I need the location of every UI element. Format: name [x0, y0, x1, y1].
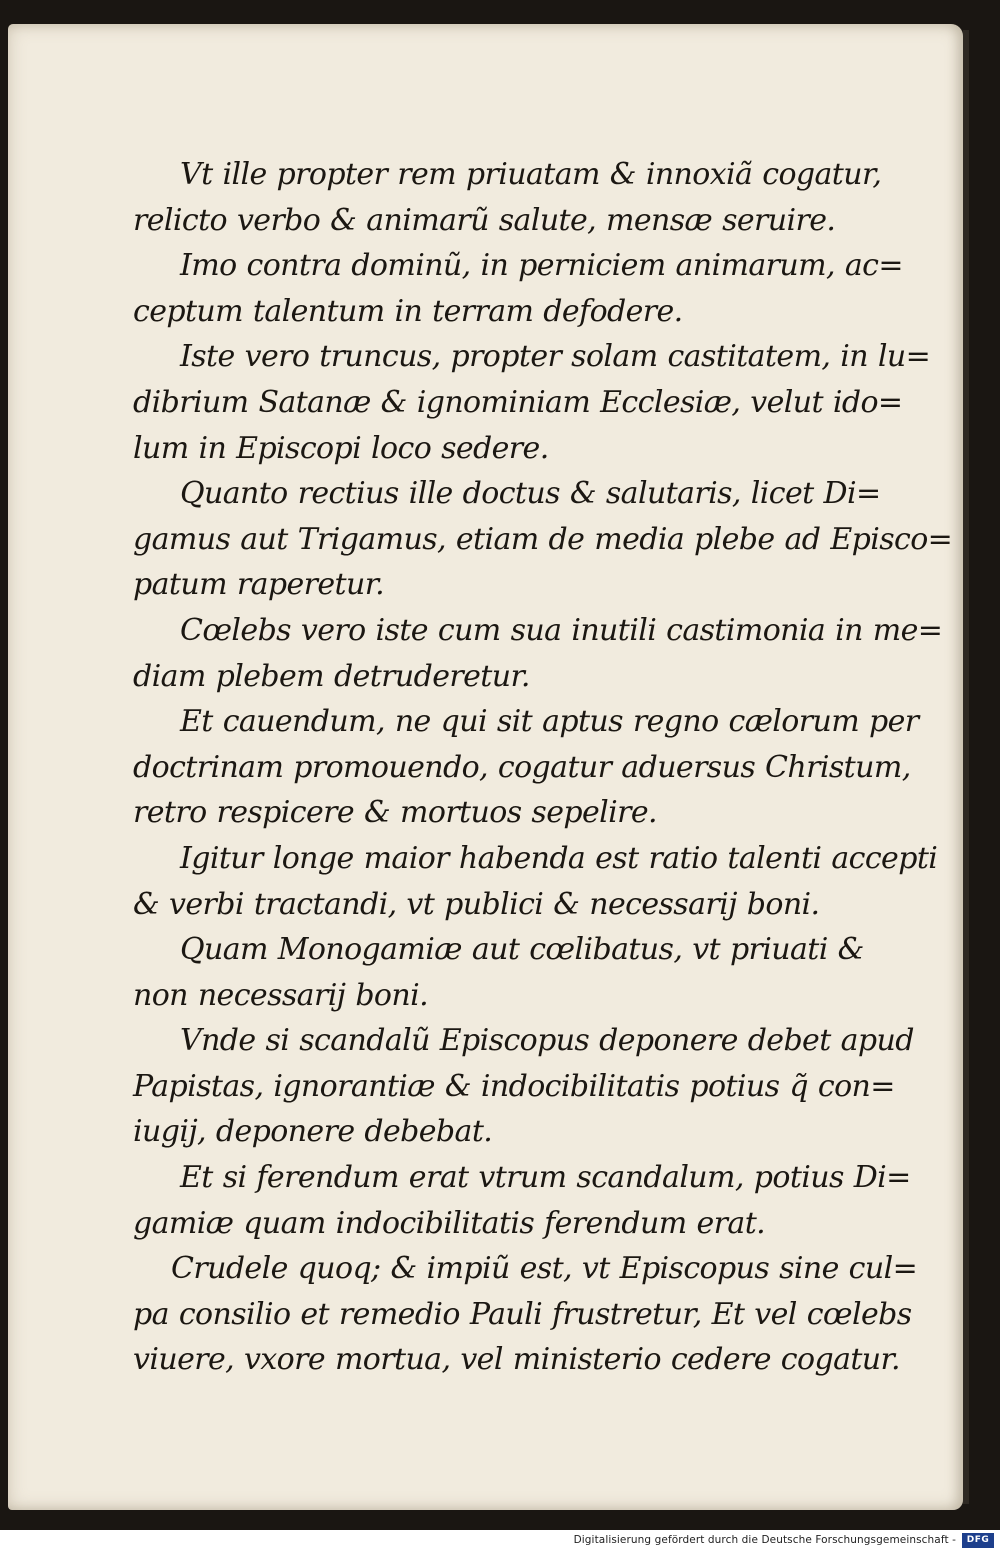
text-line-5: Iste vero truncus, propter solam castitatem, in lu=	[180, 339, 931, 375]
text-line-2: relicto verbo & animarũ salute, mensæ seruire.	[133, 202, 836, 238]
text-line-8: Quanto rectius ille doctus & salutaris, licet Di=	[180, 476, 881, 512]
text-line-14: doctrinam promouendo, cogatur aduersus Christum,	[133, 749, 911, 785]
text-line-25: Crudele quoq; & impiũ est, vt Episcopus sine cul=	[171, 1251, 918, 1287]
funding-credit: Digitalisierung gefördert durch die Deutsche Forschungsgemeinschaft -	[573, 1534, 956, 1546]
text-line-16: Igitur longe maior habenda est ratio talenti accepti	[180, 840, 938, 876]
text-line-3: Imo contra dominũ, in perniciem animarum, ac=	[180, 248, 903, 284]
page-text	[133, 152, 953, 1383]
page-edge	[963, 30, 969, 1504]
text-line-7: lum in Episcopi loco sedere.	[133, 430, 549, 466]
text-line-23: Et si ferendum erat vtrum scandalum, potius Di=	[180, 1160, 911, 1196]
text-line-12: diam plebem detruderetur.	[133, 658, 530, 694]
text-line-24: gamiæ quam indocibilitatis ferendum erat.	[133, 1205, 766, 1241]
text-line-4: ceptum talentum in terram defodere.	[133, 293, 683, 329]
text-line-20: Vnde si scandalũ Episcopus deponere debet apud	[180, 1023, 914, 1059]
text-line-15: retro respicere & mortuos sepelire.	[133, 795, 657, 831]
text-line-1: Vt ille propter rem priuatam & innoxiã cogatur,	[180, 157, 882, 192]
text-line-9: gamus aut Trigamus, etiam de media plebe ad Episco=	[133, 521, 953, 557]
text-line-26: pa consilio et remedio Pauli frustretur, Et vel cœlebs	[133, 1296, 912, 1332]
text-line-22: iugij, deponere debebat.	[133, 1114, 493, 1150]
footer-bar	[0, 1530, 1000, 1552]
text-line-21: Papistas, ignorantiæ & indocibilitatis potius q̃ con=	[133, 1068, 895, 1104]
book-page	[8, 24, 963, 1510]
text-line-13: Et cauendum, ne qui sit aptus regno cælorum per	[180, 704, 919, 740]
text-line-11: Cœlebs vero iste cum sua inutili castimonia in me=	[180, 612, 943, 648]
text-line-6: dibrium Satanæ & ignominiam Ecclesiæ, velut ido=	[133, 384, 903, 420]
text-line-10: patum raperetur.	[133, 567, 385, 603]
text-line-27: viuere, vxore mortua, vel ministerio cedere cogatur.	[133, 1342, 900, 1378]
text-line-19: non necessarij boni.	[133, 977, 429, 1013]
text-line-18: Quam Monogamiæ aut cœlibatus, vt priuati &	[180, 932, 864, 968]
dfg-logo: DFG	[962, 1533, 994, 1548]
text-line-17: & verbi tractandi, vt publici & necessarij boni.	[133, 886, 820, 922]
